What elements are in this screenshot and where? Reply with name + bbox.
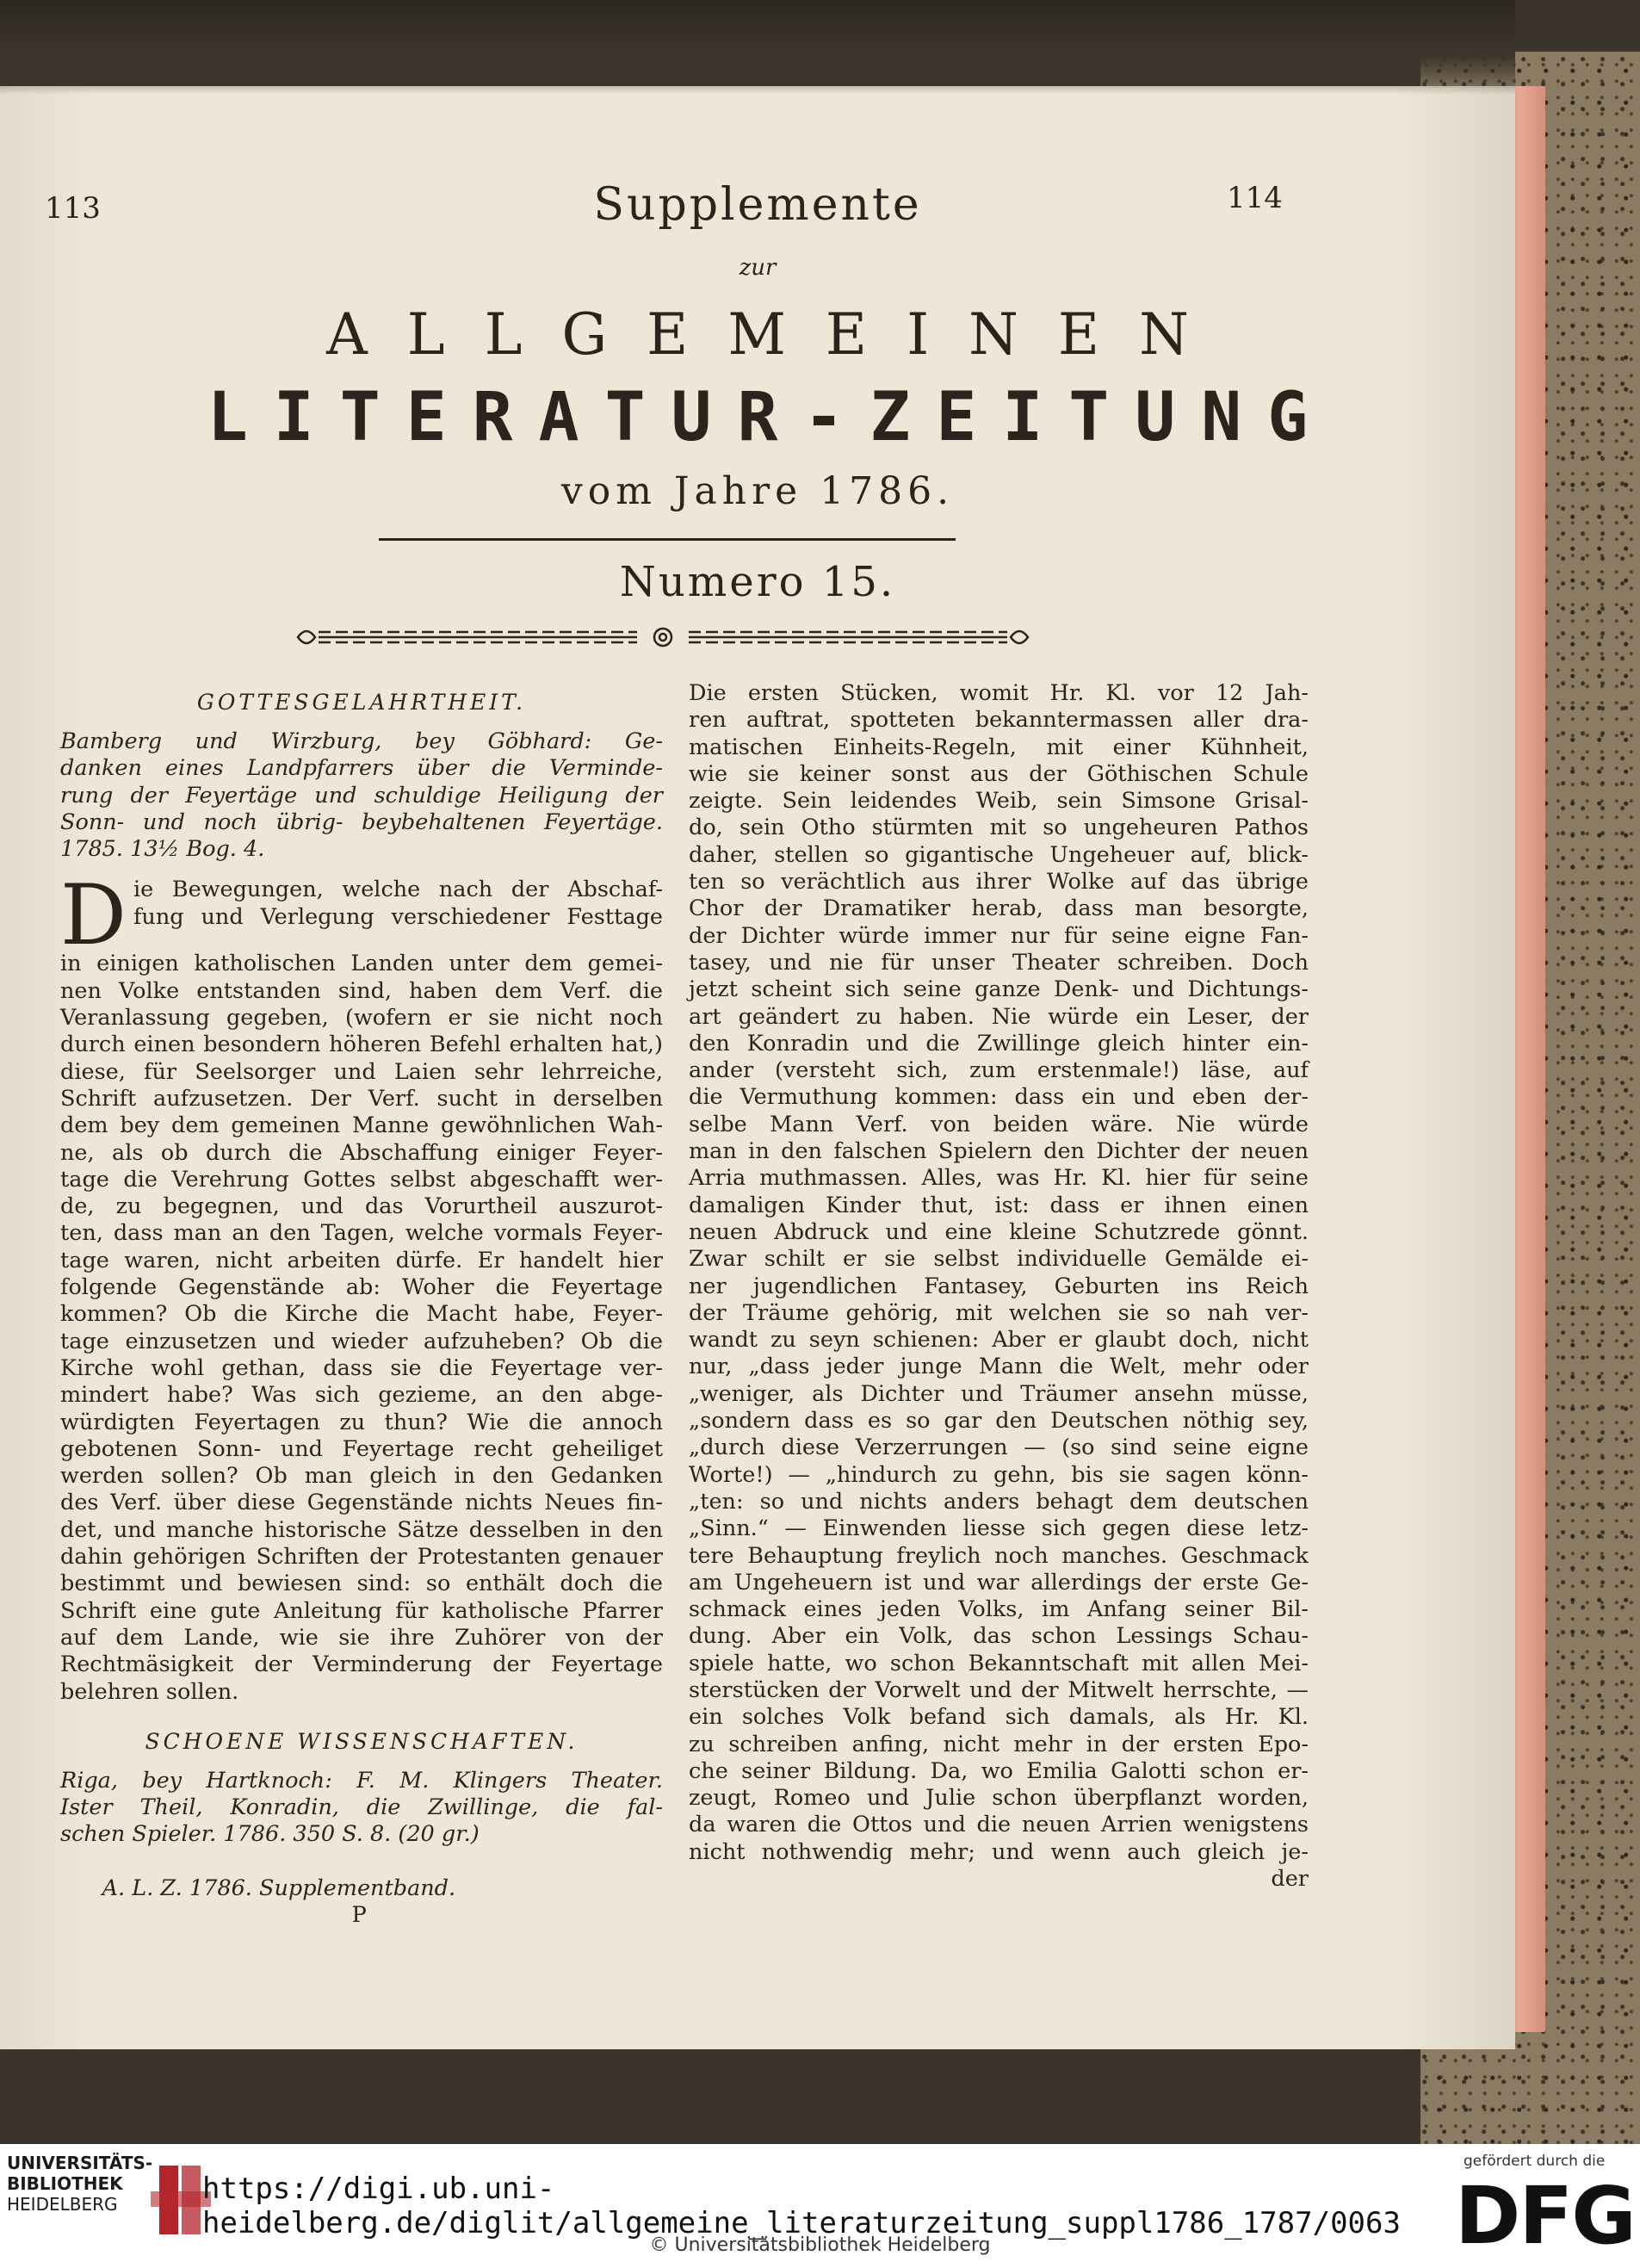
text-line: am Ungeheuern ist und war allerdings der erste Ge- xyxy=(689,1569,1309,1596)
text-line: Riga, bey Hartknoch: F. M. Klingers Theater. xyxy=(60,1767,663,1794)
text-line: durch einen besondern höheren Befehl erhalten hat,) xyxy=(60,1032,663,1058)
text-line: tasey, und nie für unser Theater schreiben. Doch xyxy=(689,949,1309,976)
text-line: matischen Einheits-Regeln, mit einer Kühnheit, xyxy=(689,734,1309,760)
right-column xyxy=(689,680,1309,1893)
library-logo-text[interactable] xyxy=(7,2153,152,2215)
text-line: folgende Gegenstände ab: Woher die Feyertage xyxy=(60,1274,663,1301)
text-line: „Sinn.“ — Einwenden liesse sich gegen diese letz- xyxy=(689,1515,1309,1542)
title-zur: zur xyxy=(739,255,777,281)
text-line: Bamberg und Wirzburg, bey Göbhard: Ge- xyxy=(60,728,663,754)
text-line: tage einzusetzen und wieder aufzuheben? Ob die xyxy=(60,1328,663,1354)
text-line: schmack eines jeden Volks, im Anfang seiner Bil- xyxy=(689,1596,1309,1623)
text-line: Zwar schilt er sie selbst individuelle Gemälde ei- xyxy=(689,1246,1309,1273)
ornament-border-icon xyxy=(293,620,1033,654)
text-line: nur, „dass jeder junge Mann die Welt, mehr oder xyxy=(689,1354,1309,1380)
text-line: „ten: so und nichts anders behagt dem deutschen xyxy=(689,1488,1309,1515)
text-line: Schrift eine gute Anleitung für katholische Pfarrer xyxy=(60,1597,663,1624)
copyright-notice: © Universitätsbibliothek Heidelberg xyxy=(649,2234,991,2256)
text-line: che seiner Bildung. Da, wo Emilia Galotti schon er- xyxy=(689,1757,1309,1784)
text-line: Rechtmäsigkeit der Verminderung der Feyertage xyxy=(60,1651,663,1678)
text-line: fung und Verlegung verschiedener Festtage xyxy=(133,903,663,930)
text-line: nen Volke entstanden sind, haben dem Verf. die xyxy=(60,977,663,1004)
text-line: da waren die Ottos und die neuen Arrien wenigstens xyxy=(689,1812,1309,1838)
text-line: sterstücken der Vorwelt und der Mitwelt herrschte, — xyxy=(689,1676,1309,1703)
catchword: der xyxy=(1271,1866,1309,1893)
text-line: Veranlassung gegeben, (wofern er sie nicht noch xyxy=(60,1005,663,1032)
text-line: zeugt, Romeo und Julie schon überpflanzt worden, xyxy=(689,1785,1309,1812)
text-line: Worte!) — „hindurch zu gehn, bis sie sagen könn- xyxy=(689,1461,1309,1488)
text-line: man in den falschen Spielern den Dichter der neuen xyxy=(689,1138,1309,1165)
library-name-line3: HEIDELBERG xyxy=(7,2194,118,2215)
text-line: damaligen Kinder thut, ist: dass er ihnen einen xyxy=(689,1192,1309,1218)
text-line: Kirche wohl gethan, dass sie die Feyertage ver- xyxy=(60,1354,663,1381)
text-line: schen Spieler. 1786. 350 S. 8. (20 gr.) xyxy=(60,1821,480,1848)
text-line: ten so verächtlich aus ihrer Wolke auf das übrige xyxy=(689,869,1309,895)
text-line: wie sie keiner sonst aus der Göthischen Schule xyxy=(689,760,1309,787)
text-line: gebotenen Sonn- und Feyertage recht geheiliget xyxy=(60,1435,663,1462)
text-line: „sondern dass es so gar den Deutschen nöthig sey, xyxy=(689,1408,1309,1435)
page-number-left: 113 xyxy=(45,191,101,226)
text-line: det, und manche historische Sätze desselben in den xyxy=(60,1516,663,1543)
issue-number: Numero 15. xyxy=(619,558,896,606)
text-line: ander (versteht sich, zum erstenmale!) läse, auf xyxy=(689,1057,1309,1084)
text-line: tere Behauptung freylich noch manches. Geschmack xyxy=(689,1542,1309,1569)
text-line: nicht nothwendig mehr; und wenn auch gleich je- xyxy=(689,1838,1309,1865)
text-line: mindert habe? Was sich gezieme, an den abge- xyxy=(60,1382,663,1409)
text-line: des Verf. über diese Gegenstände nichts Neues fin- xyxy=(60,1490,663,1516)
text-line: ren auftrat, spotteten bekanntermassen aller dra- xyxy=(689,707,1309,734)
signature-line xyxy=(60,1849,663,1929)
text-line: do, sein Otho stürmten mit so ungeheuren Pathos xyxy=(689,815,1309,841)
title-year: vom Jahre 1786. xyxy=(560,469,955,513)
text-line: ie Bewegungen, welche nach der Abschaf- xyxy=(133,877,663,903)
left-column xyxy=(60,680,663,1929)
funding-note: gefördert durch die xyxy=(1464,2153,1606,2170)
text-line: ner jugendlichen Fantasey, Geburten ins Reich xyxy=(689,1273,1309,1299)
section-heading-belles-lettres: SCHOENE WISSENSCHAFTEN. xyxy=(145,1728,579,1754)
text-line: tage waren, nicht arbeiten dürfe. Er handelt hier xyxy=(60,1247,663,1273)
text-line: selbe Mann Verf. von beiden wäre. Nie würde xyxy=(689,1111,1309,1137)
library-name-line2: BIBLIOTHEK xyxy=(7,2173,123,2194)
text-line: zeigte. Sein leidendes Weib, sein Simsone Grisal- xyxy=(689,788,1309,815)
text-line: Sonn- und noch übrig- beybehaltenen Feyertäge. xyxy=(60,809,663,835)
text-line: den Konradin und die Zwillinge gleich hinter ein- xyxy=(689,1030,1309,1057)
text-line: Chor der Dramatiker herab, dass man besorgte, xyxy=(689,895,1309,922)
text-line: de, zu begegnen, und das Vorurtheil auszurot- xyxy=(60,1193,663,1220)
text-line: tage die Verehrung Gottes selbst abgeschafft wer- xyxy=(60,1166,663,1193)
text-line: diese, für Seelsorger und Laien sehr lehrreiche, xyxy=(60,1058,663,1085)
text-line: der Träume gehörig, mit welchen sie so nah ver- xyxy=(689,1299,1309,1326)
text-line: werden sollen? Ob man gleich in den Gedanken xyxy=(60,1463,663,1490)
text-line: Ister Theil, Konradin, die Zwillinge, die fal- xyxy=(60,1794,663,1821)
text-line: dung. Aber ein Volk, das schon Lessings Schau- xyxy=(689,1623,1309,1650)
text-line: ne, als ob durch die Abschaffung einiger Feyer- xyxy=(60,1139,663,1166)
text-line: bestimmt und bewiesen sind: so enthält doch die xyxy=(60,1571,663,1597)
text-line: in einigen katholischen Landen unter dem gemei- xyxy=(60,951,663,977)
text-line: neuen Abdruck und eine kleine Schutzrede gönnt. xyxy=(689,1218,1309,1245)
text-line: ten, dass man an den Tagen, welche vormals Feyer- xyxy=(60,1220,663,1247)
text-line: spiele hatte, wo schon Bekanntschaft mit allen Mei- xyxy=(689,1650,1309,1676)
text-line: rung der Feyertäge und schuldige Heiligung der xyxy=(60,782,663,809)
text-line: 1785. 13½ Bog. 4. xyxy=(60,836,265,863)
text-line: wandt zu seyn schienen: Aber er glaubt doch, nicht xyxy=(689,1327,1309,1354)
review-paragraph xyxy=(60,867,663,1705)
text-line: die Vermuthung kommen: dass ein und eben der- xyxy=(689,1084,1309,1111)
dfg-logo[interactable]: DFG xyxy=(1455,2170,1635,2262)
book-entry-bamberg xyxy=(60,728,663,863)
text-line: zu schreiben anfing, nicht mehr in der ersten Epo- xyxy=(689,1731,1309,1757)
text-line: Schrift aufzusetzen. Der Verf. sucht in derselben xyxy=(60,1085,663,1112)
text-line: „durch diese Verzerrungen — (so sind seine eigne xyxy=(689,1435,1309,1461)
library-name-line1: UNIVERSITÄTS- xyxy=(7,2153,153,2173)
text-line: art geändert zu haben. Nie würde ein Leser, der xyxy=(689,1003,1309,1030)
title-rule xyxy=(379,538,956,541)
title-supplemente: Supplemente xyxy=(593,179,922,231)
top-shadow xyxy=(0,0,1515,95)
text-line: kommen? Ob die Kirche die Macht habe, Feyer- xyxy=(60,1301,663,1328)
text-line: Die ersten Stücken, womit Hr. Kl. vor 12 Jah- xyxy=(689,680,1309,706)
permalink-url[interactable]: https://digi.ub.uni-heidelberg.de/diglit/allgemeine_literaturzeitung_suppl1786_1787/0063 xyxy=(202,2172,1401,2240)
text-line: auf dem Lande, wie sie ihre Zuhörer von der xyxy=(60,1624,663,1651)
title-literatur-zeitung: LITERATUR-ZEITUNG xyxy=(207,379,1334,456)
title-allgemeinen: ALLGEMEINEN xyxy=(326,301,1228,368)
text-line: jetzt scheint sich seine ganze Denk- und Dichtungs- xyxy=(689,976,1309,1003)
text-line: dahin gehörigen Schriften der Protestanten genauer xyxy=(60,1544,663,1571)
page-number-right: 114 xyxy=(1227,181,1283,215)
text-line: dem bey dem gemeinen Manne gewöhnlichen Wah- xyxy=(60,1112,663,1139)
text-line: Arria muthmassen. Alles, was Hr. Kl. hier für seine xyxy=(689,1165,1309,1192)
text-line: „weniger, als Dichter und Träumer ansehn müsse, xyxy=(689,1380,1309,1407)
section-heading-theology: GOTTESGELAHRTHEIT. xyxy=(196,690,527,715)
text-line: daher, stellen so gigantische Ungeheuer auf, blick- xyxy=(689,841,1309,868)
drop-cap: D xyxy=(60,867,127,964)
signature-mark: P xyxy=(351,1902,367,1929)
book-entry-riga xyxy=(60,1768,663,1849)
text-line: belehren sollen. xyxy=(60,1678,239,1705)
text-line: würdigten Feyertagen zu thun? Wie die annoch xyxy=(60,1409,663,1435)
signature-text: A. L. Z. 1786. Supplementband. xyxy=(102,1875,456,1901)
text-line: danken eines Landpfarrers über die Verminde- xyxy=(60,755,663,782)
text-line: ein solches Volk befand sich damals, als Hr. Kl. xyxy=(689,1704,1309,1731)
text-line: der Dichter würde immer nur für seine eigne Fan- xyxy=(689,922,1309,949)
